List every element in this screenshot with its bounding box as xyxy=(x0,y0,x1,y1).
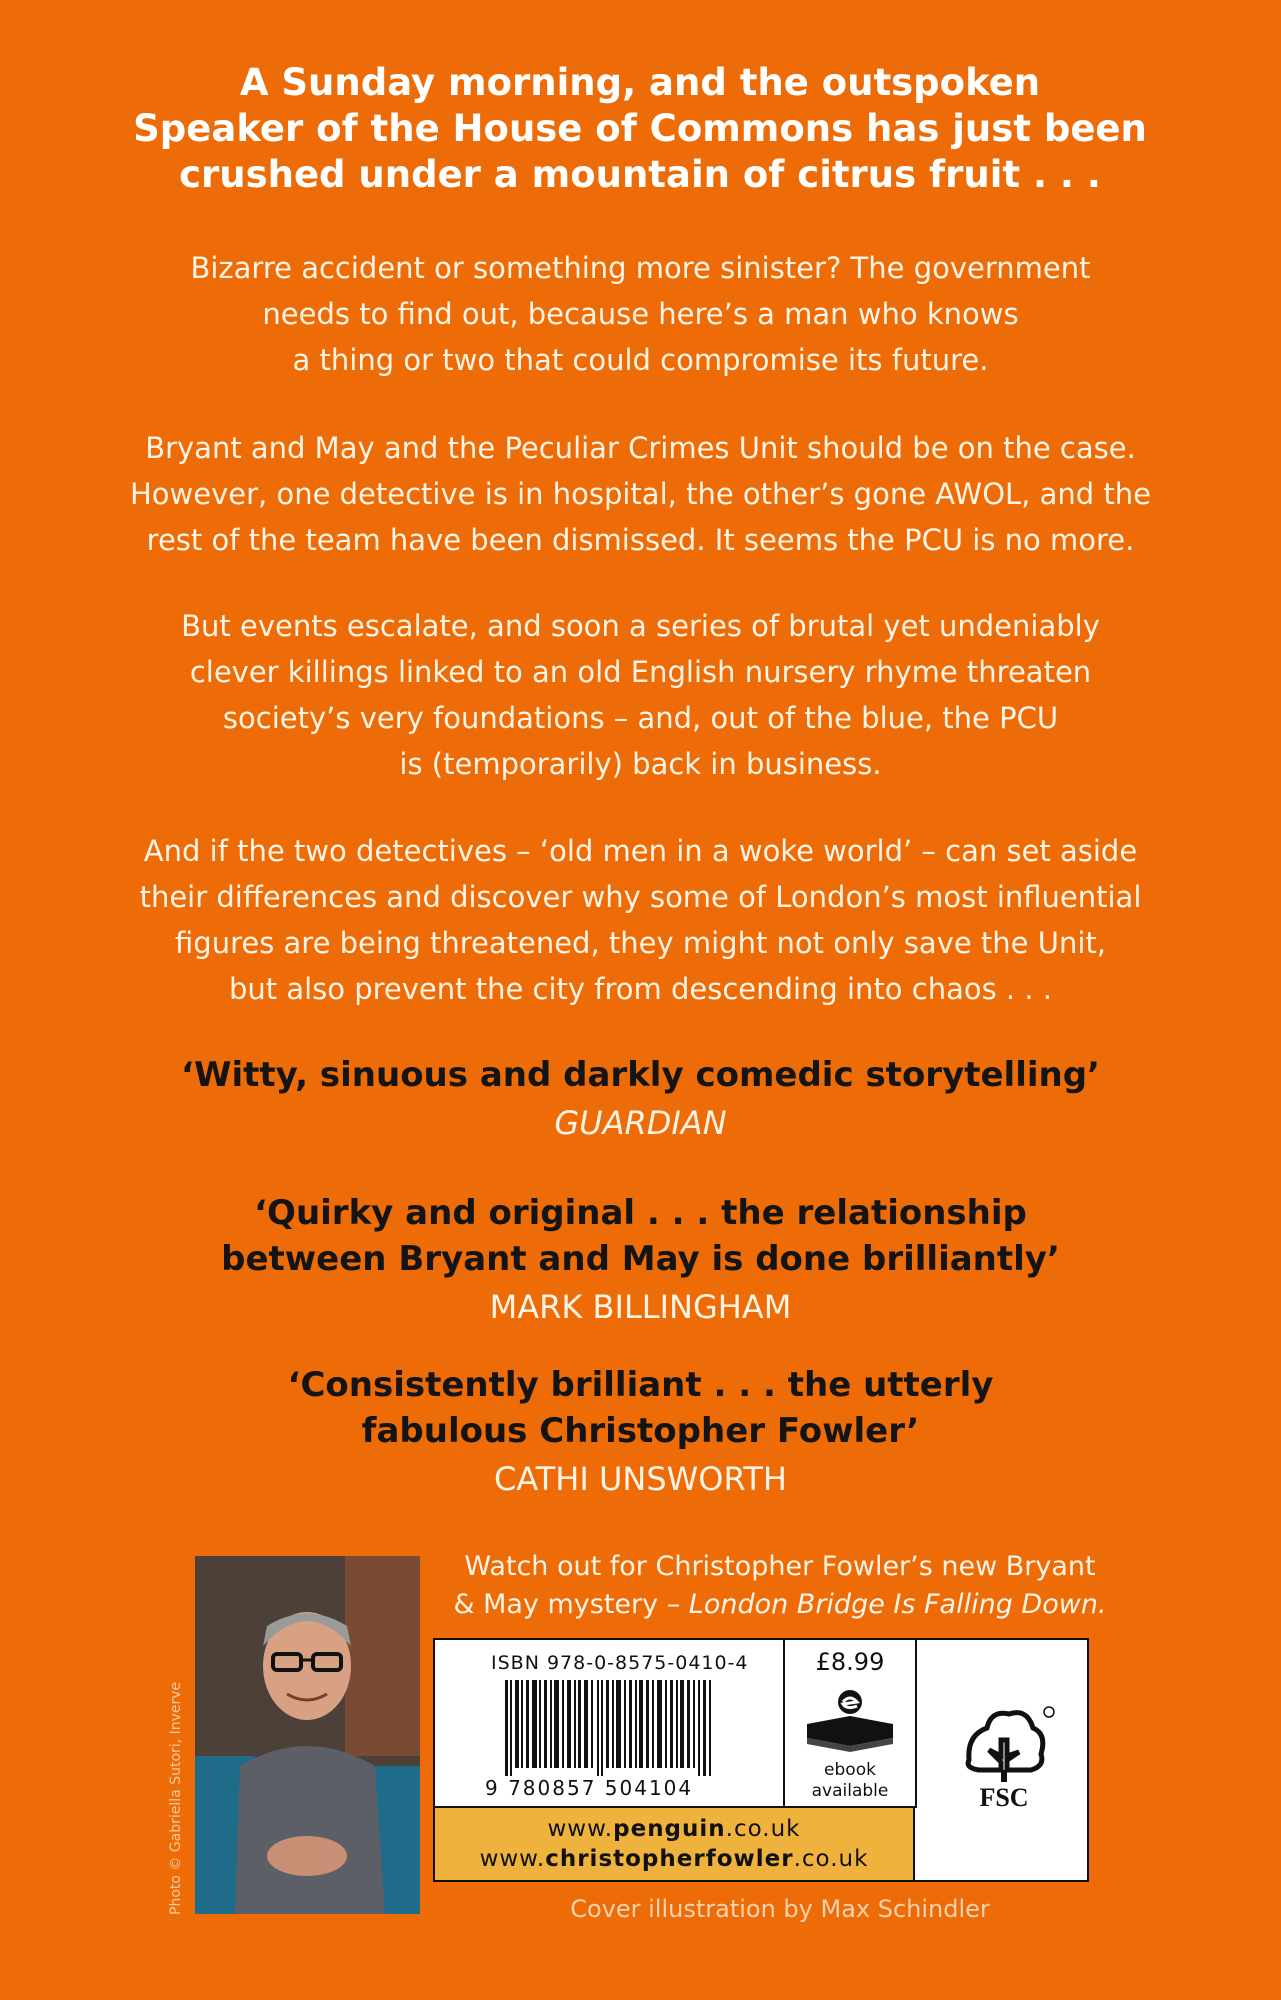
barcode-panel xyxy=(433,1638,1089,1882)
photo-credit: Photo © Gabriella Sutori, Inverve xyxy=(168,1681,184,1915)
barcode-icon xyxy=(505,1680,715,1776)
fsc-cell xyxy=(917,1640,1087,1880)
review-quote-2 xyxy=(100,1190,1181,1332)
ebook-label-line: available xyxy=(811,1781,889,1801)
ebook-label-line: ebook xyxy=(824,1760,876,1780)
blurb-line: a thing or two that could compromise its future. xyxy=(292,343,989,377)
price: £8.99 xyxy=(815,1648,885,1676)
website-link-christopherfowler[interactable] xyxy=(435,1844,913,1874)
websites-band xyxy=(435,1808,915,1880)
fsc-tree-icon xyxy=(949,1700,1059,1810)
headline-line: Speaker of the House of Commons has just been xyxy=(133,107,1147,150)
blurb-line: is (temporarily) back in business. xyxy=(399,747,882,781)
quote-text: ‘Quirky and original . . . the relationship xyxy=(254,1193,1027,1233)
upcoming-title: London Bridge Is Falling Down. xyxy=(688,1589,1107,1620)
quote-source: GUARDIAN xyxy=(554,1104,727,1142)
author-portrait-illustration xyxy=(195,1556,420,1914)
isbn-digits: 9 780857 504104 xyxy=(485,1776,694,1800)
blurb-line: figures are being threatened, they might not only save the Unit, xyxy=(175,926,1106,960)
price-cell xyxy=(785,1640,917,1808)
blurb-line: Bizarre accident or something more sinister? The government xyxy=(190,251,1091,285)
blurb-line: However, one detective is in hospital, the other’s gone AWOL, and the xyxy=(129,477,1151,511)
quote-text: ‘Consistently brilliant . . . the utterly xyxy=(287,1365,994,1405)
ebook-label xyxy=(785,1760,915,1802)
quote-text: ‘Witty, sinuous and darkly comedic storytelling’ xyxy=(181,1055,1100,1095)
cover-illustration-credit: Cover illustration by Max Schindler xyxy=(570,1895,990,1923)
url-prefix: www. xyxy=(547,1816,614,1842)
blurb-line: but also prevent the city from descending into chaos . . . xyxy=(228,972,1053,1006)
url-suffix: .co.uk xyxy=(725,1816,801,1842)
headline xyxy=(80,60,1200,198)
blurb-line: rest of the team have been dismissed. It seems the PCU is no more. xyxy=(146,523,1135,557)
headline-line: A Sunday morning, and the outspoken xyxy=(239,61,1041,104)
blurb-line: And if the two detectives – ‘old men in a woke world’ – can set aside xyxy=(143,834,1138,868)
ebook-icon xyxy=(803,1688,897,1756)
blurb-line: society’s very foundations – and, out of the blue, the PCU xyxy=(222,701,1059,735)
blurb-paragraph-3 xyxy=(100,603,1181,787)
url-domain: penguin xyxy=(613,1816,726,1842)
quote-text: between Bryant and May is done brilliantly’ xyxy=(221,1239,1060,1279)
isbn-cell xyxy=(435,1640,785,1808)
blurb-line: Bryant and May and the Peculiar Crimes Unit should be on the case. xyxy=(145,431,1136,465)
watch-out-line: Watch out for Christopher Fowler’s new Bryant xyxy=(464,1551,1096,1582)
isbn-label: ISBN 978-0-8575-0410-4 xyxy=(491,1652,749,1674)
blurb-paragraph-1 xyxy=(100,245,1181,383)
review-quote-1 xyxy=(100,1052,1181,1148)
blurb-line: needs to find out, because here’s a man who knows xyxy=(262,297,1019,331)
watch-out-note xyxy=(430,1548,1130,1624)
watch-out-prefix: & May mystery – xyxy=(453,1589,689,1620)
quote-text: fabulous Christopher Fowler’ xyxy=(361,1411,920,1451)
quote-source: CATHI UNSWORTH xyxy=(494,1460,787,1498)
url-prefix: www. xyxy=(479,1846,546,1872)
website-link-penguin[interactable] xyxy=(435,1814,913,1844)
url-suffix: .co.uk xyxy=(793,1846,869,1872)
url-domain: christopherfowler xyxy=(545,1846,794,1872)
blurb-paragraph-2 xyxy=(100,425,1181,563)
blurb-line: their differences and discover why some of London’s most influential xyxy=(139,880,1142,914)
headline-line: crushed under a mountain of citrus fruit . . . xyxy=(179,153,1101,196)
blurb-paragraph-4 xyxy=(100,828,1181,1012)
blurb-line: But events escalate, and soon a series of brutal yet undeniably xyxy=(181,609,1100,643)
quote-source: MARK BILLINGHAM xyxy=(489,1288,792,1326)
fsc-label: FSC xyxy=(979,1783,1029,1810)
watch-out-line xyxy=(430,1586,1130,1624)
author-photo xyxy=(195,1556,420,1914)
blurb-line: clever killings linked to an old English nursery rhyme threaten xyxy=(189,655,1092,689)
review-quote-3 xyxy=(100,1362,1181,1504)
